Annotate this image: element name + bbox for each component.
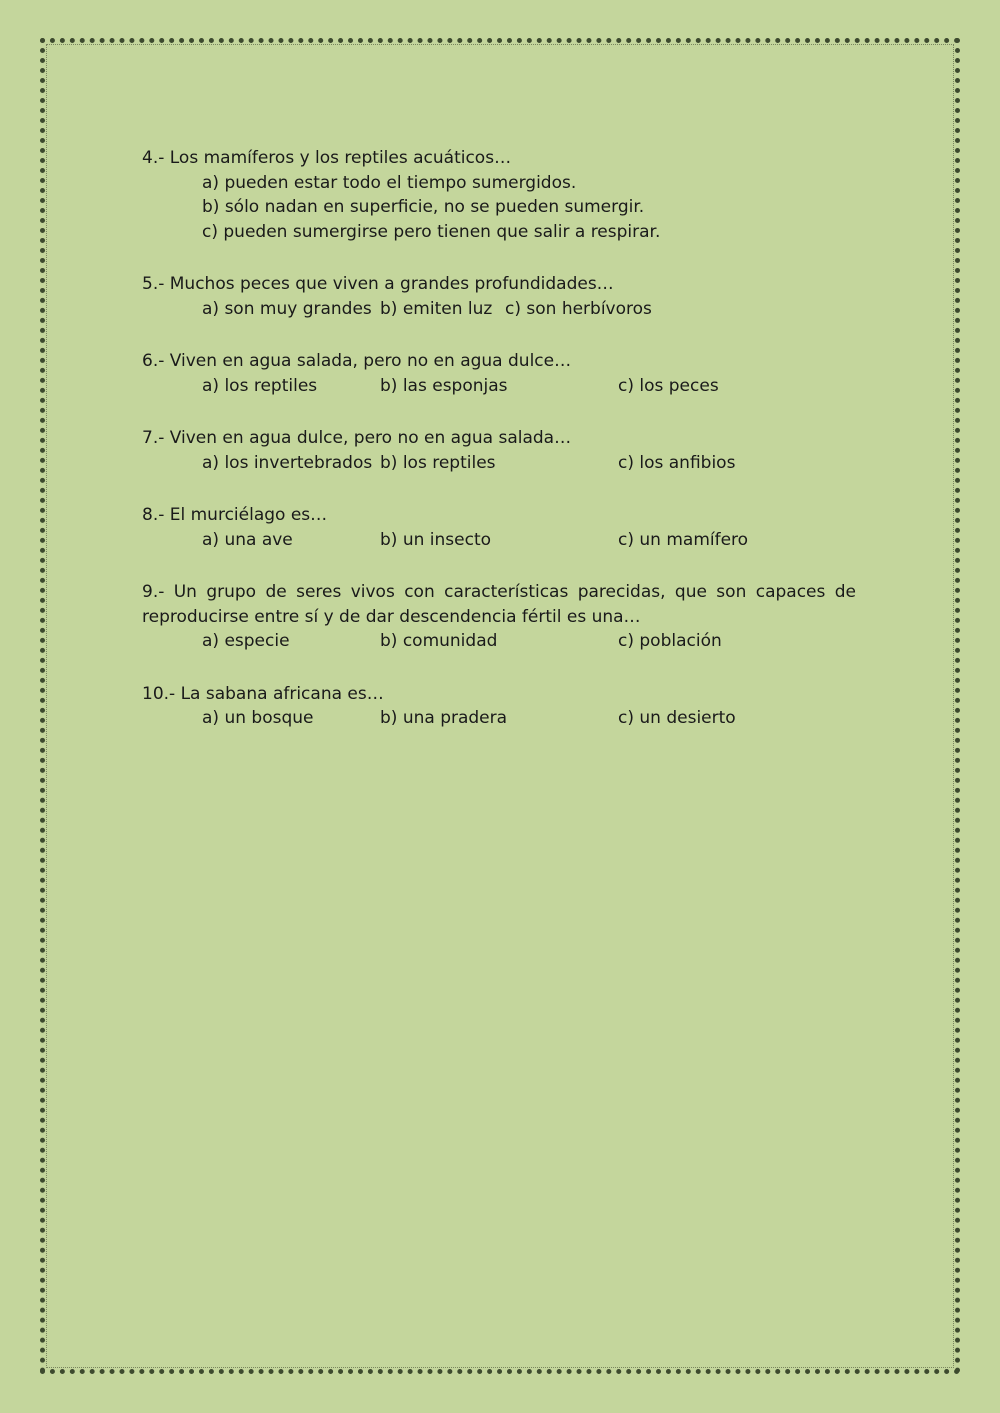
option-c[interactable]: c) pueden sumergirse pero tienen que salir a respirar. xyxy=(202,221,661,242)
option-a[interactable]: a) los invertebrados xyxy=(202,452,373,473)
option-c[interactable]: c) los peces xyxy=(618,375,719,396)
option-c[interactable]: c) son herbívoros xyxy=(505,298,652,319)
question-6 xyxy=(142,349,856,398)
question-text: 7.- Viven en agua dulce, pero no en agua salada… xyxy=(142,428,572,448)
question-text: 4.- Los mamíferos y los reptiles acuáticos… xyxy=(142,148,512,168)
options xyxy=(142,171,856,245)
option-c[interactable]: c) un desierto xyxy=(618,708,736,728)
options xyxy=(142,629,856,654)
question-7 xyxy=(142,426,856,475)
options xyxy=(142,374,856,399)
option-a[interactable]: a) pueden estar todo el tiempo sumergidos. xyxy=(202,172,577,193)
option-b[interactable]: b) sólo nadan en superficie, no se pueden sumergir. xyxy=(202,197,645,217)
option-b[interactable]: b) los reptiles xyxy=(380,452,496,473)
option-b[interactable]: b) un insecto xyxy=(380,529,492,550)
options xyxy=(142,297,856,322)
option-a[interactable]: a) especie xyxy=(202,631,290,651)
option-c[interactable]: c) los anfibios xyxy=(618,452,736,473)
question-text: 10.- La sabana africana es… xyxy=(142,683,384,704)
options xyxy=(142,528,856,553)
question-9 xyxy=(142,580,856,654)
option-a[interactable]: a) son muy grandes xyxy=(202,298,372,319)
question-text: 6.- Viven en agua salada, pero no en agua dulce… xyxy=(142,351,572,371)
question-10 xyxy=(142,682,856,731)
question-5 xyxy=(142,272,856,321)
option-c[interactable]: c) un mamífero xyxy=(618,529,749,550)
options xyxy=(142,451,856,476)
option-b[interactable]: b) una pradera xyxy=(380,708,508,728)
question-8 xyxy=(142,503,856,552)
option-b[interactable]: b) comunidad xyxy=(380,631,498,651)
option-b[interactable]: b) emiten luz xyxy=(380,298,493,319)
options xyxy=(142,706,856,731)
worksheet-content xyxy=(142,146,856,759)
question-text: 9.- Un grupo de seres vivos con características parecidas, que son capaces de reproducirse entre sí y de dar descendencia fértil es una… xyxy=(142,582,856,627)
option-b[interactable]: b) las esponjas xyxy=(380,375,508,396)
question-text: 8.- El murciélago es… xyxy=(142,505,328,525)
question-4 xyxy=(142,146,856,244)
option-c[interactable]: c) población xyxy=(618,631,722,651)
option-a[interactable]: a) los reptiles xyxy=(202,375,318,396)
option-a[interactable]: a) un bosque xyxy=(202,708,314,728)
question-text: 5.- Muchos peces que viven a grandes profundidades… xyxy=(142,274,614,294)
option-a[interactable]: a) una ave xyxy=(202,529,293,550)
